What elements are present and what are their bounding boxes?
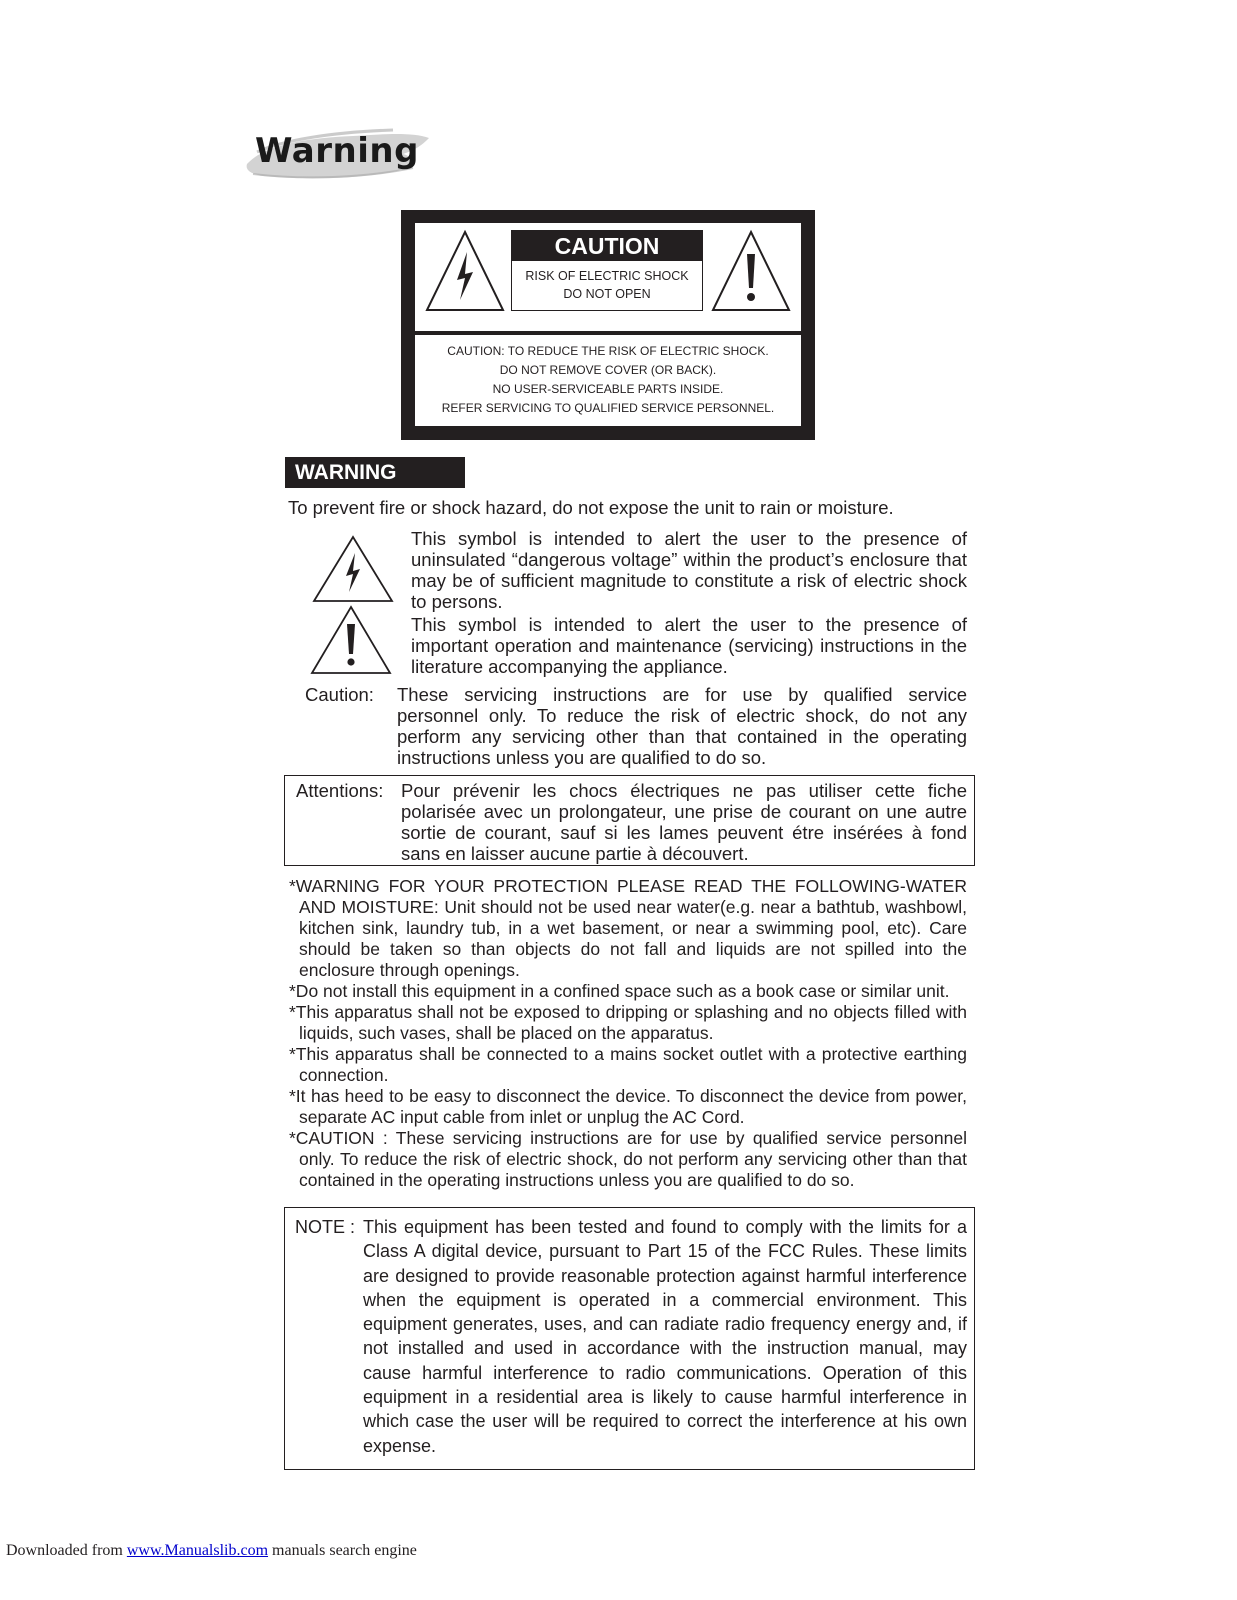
exclamation-icon [709, 228, 793, 314]
caution-paragraph-label: Caution: [305, 684, 374, 705]
lightning-bolt-icon [423, 228, 507, 314]
caution-paragraph-text: These servicing instructions are for use by qualified service personnel only. To reduce the risk of electric shock, do not any perform any servicing other than that contained in the operating instructions unless you are qualified to do so. [397, 684, 967, 768]
list-item: *WARNING FOR YOUR PROTECTION PLEASE READ THE FOLLOWING-WATER AND MOISTURE: Unit should not be used near water(e.g. near a bathtub, washbowl, kitchen sink, laundry tub, in a wet basement, or near a swimming pool, etc). Care should be taken so than objects do not fall and liquids are not spilled into the enclosure through openings. [289, 876, 967, 980]
caution-notice [415, 335, 801, 426]
list-item: *CAUTION : These servicing instructions are for use by qualified service personnel only. To reduce the risk of electric shock, do not perform any servicing other than that contained in the operating instructions unless you are qualified to do so. [289, 1128, 967, 1190]
caution-notice-line: DO NOT REMOVE COVER (OR BACK). [499, 363, 717, 377]
caution-notice-line: CAUTION: TO REDUCE THE RISK OF ELECTRIC SHOCK. [447, 344, 769, 358]
caution-label-top [415, 223, 801, 331]
page-title: Warning [255, 131, 419, 171]
caution-paragraph [305, 684, 967, 768]
list-item: *This apparatus shall be connected to a mains socket outlet with a protective earthing connection. [289, 1044, 967, 1085]
caution-subtitle-line1: RISK OF ELECTRIC SHOCK [525, 269, 689, 283]
caution-title: CAUTION [512, 231, 702, 261]
footer-prefix: Downloaded from [6, 1542, 127, 1559]
list-item: *It has heed to be easy to disconnect the device. To disconnect the device from power, separate AC input cable from inlet or unplug the AC Cord. [289, 1086, 967, 1127]
fcc-note-box [284, 1207, 975, 1470]
fcc-note-text: This equipment has been tested and found to comply with the limits for a Class A digital device, pursuant to Part 15 of the FCC Rules. These limits are designed to provide reasonable protection against harmful interference when the equipment is operated in a commercial environment. This equipment generates, uses, and can radiate radio frequency energy and, if not installed and used in accordance with the instruction manual, may cause harmful interference to radio communications. Operation of this equipment in a residential area is likely to cause harmful interference in which case the user will be required to correct the interference at his own expense. [363, 1217, 967, 1456]
symbol2-description: This symbol is intended to alert the user to the presence of important operation and maintenance (servicing) instructions in the literature accompanying the appliance. [411, 614, 967, 677]
lightning-bolt-icon [311, 534, 395, 604]
caution-notice-line: REFER SERVICING TO QUALIFIED SERVICE PERSONNEL. [441, 401, 775, 415]
caution-label [401, 210, 815, 440]
footer-suffix: manuals search engine [268, 1542, 417, 1559]
manualslib-link[interactable]: www.Manualslib.com [126, 1542, 269, 1559]
attentions-label: Attentions: [296, 780, 384, 801]
download-footer [6, 1542, 417, 1560]
caution-center-panel [511, 230, 703, 311]
symbol1-description: This symbol is intended to alert the user to the presence of uninsulated “dangerous voltage” within the product’s enclosure that may be of sufficient magnitude to constitute a risk of electric shock to persons. [411, 528, 967, 612]
safety-notes-list [289, 876, 967, 1191]
caution-notice-line: NO USER-SERVICEABLE PARTS INSIDE. [492, 382, 724, 396]
caution-subtitle-line2: DO NOT OPEN [563, 287, 651, 301]
page-heading [243, 124, 433, 184]
exclamation-icon [309, 604, 393, 676]
warning-intro: To prevent fire or shock hazard, do not expose the unit to rain or moisture. [288, 497, 894, 518]
warning-label: WARNING [285, 457, 465, 488]
attentions-text: Pour prévenir les chocs électriques ne pas utiliser cette fiche polarisée avec un prolongateur, une prise de courant on une autre sortie de courant, sauf si les lames peuvent étre insérées à fond sans en laisser aucune partie à découvert. [401, 780, 967, 864]
fcc-note-label: NOTE : [295, 1217, 356, 1237]
list-item: *Do not install this equipment in a confined space such as a book case or similar unit. [289, 981, 950, 1001]
list-item: *This apparatus shall not be exposed to dripping or splashing and no objects filled with liquids, such vases, shall be placed on the apparatus. [289, 1002, 967, 1043]
attentions-box [284, 775, 975, 866]
